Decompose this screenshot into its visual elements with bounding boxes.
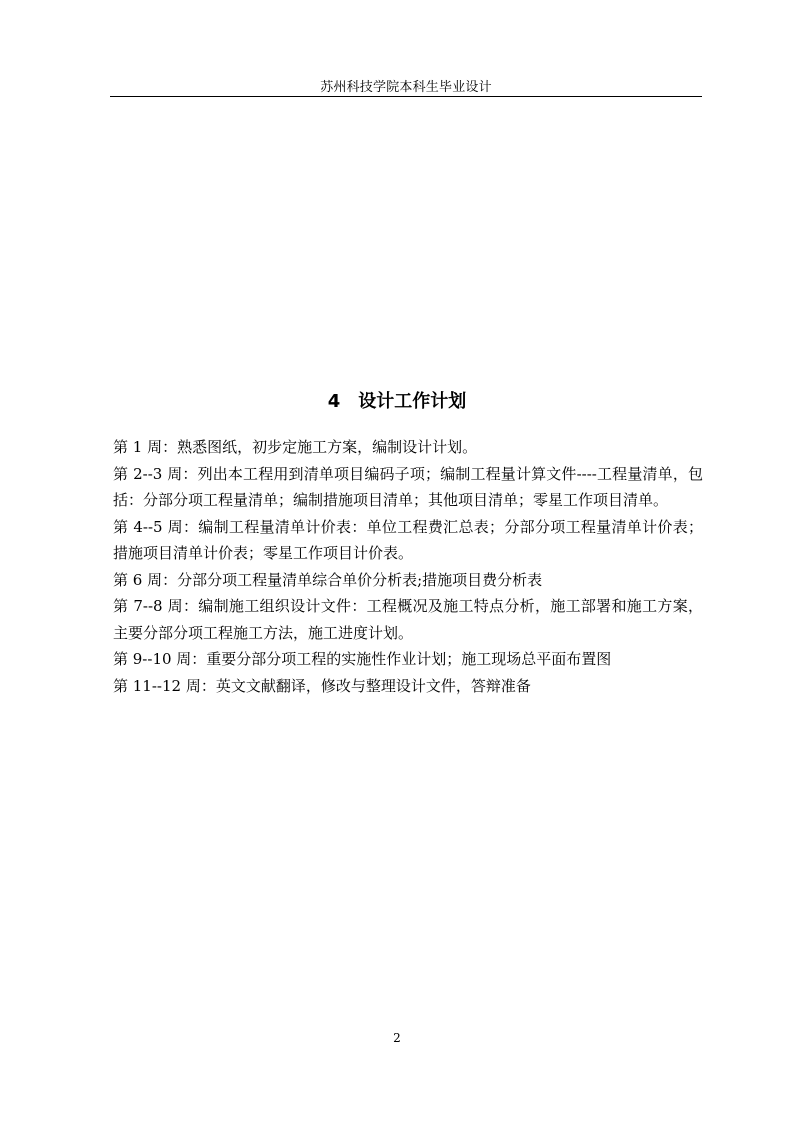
- paragraph-week-1: 第 1 周：熟悉图纸，初步定施工方案，编制设计计划。: [113, 438, 478, 456]
- page-number: 2: [393, 1031, 401, 1045]
- paragraph-week-11-12: 第 11--12 周：英文文献翻译，修改与整理设计文件，答辩准备: [113, 676, 531, 695]
- section-title: 设计工作计划: [358, 391, 467, 412]
- section-number: 4: [327, 391, 341, 412]
- page-header: [110, 76, 702, 97]
- paragraph-week-6: 第 6 周：分部分项工程量清单综合单价分析表;措施项目费分析表: [113, 570, 543, 589]
- paragraph-week-2-3: 第 2--3 周：列出本工程用到清单项目编码子项；编制工程量计算文件----工程量清单，包括：分部分项工程量清单；编制措施项目清单；其他项目清单；零星工作项目清单。: [113, 464, 703, 509]
- paragraph-week-9-10: 第 9--10 周：重要分部分项工程的实施性作业计划；施工现场总平面布置图: [113, 650, 612, 668]
- body-text: [113, 434, 703, 699]
- paragraph-week-7-8: 第 7--8 周：编制施工组织设计文件：工程概况及施工特点分析，施工部署和施工方案，主要分部分项工程施工方法，施工进度计划。: [113, 597, 703, 642]
- paragraph-week-4-5: 第 4--5 周：编制工程量清单计价表：单位工程费汇总表；分部分项工程量清单计价表；措施项目清单计价表；零星工作项目计价表。: [113, 517, 703, 562]
- section-heading: [0, 388, 794, 416]
- page-header-text: 苏州科技学院本科生毕业设计: [320, 80, 492, 95]
